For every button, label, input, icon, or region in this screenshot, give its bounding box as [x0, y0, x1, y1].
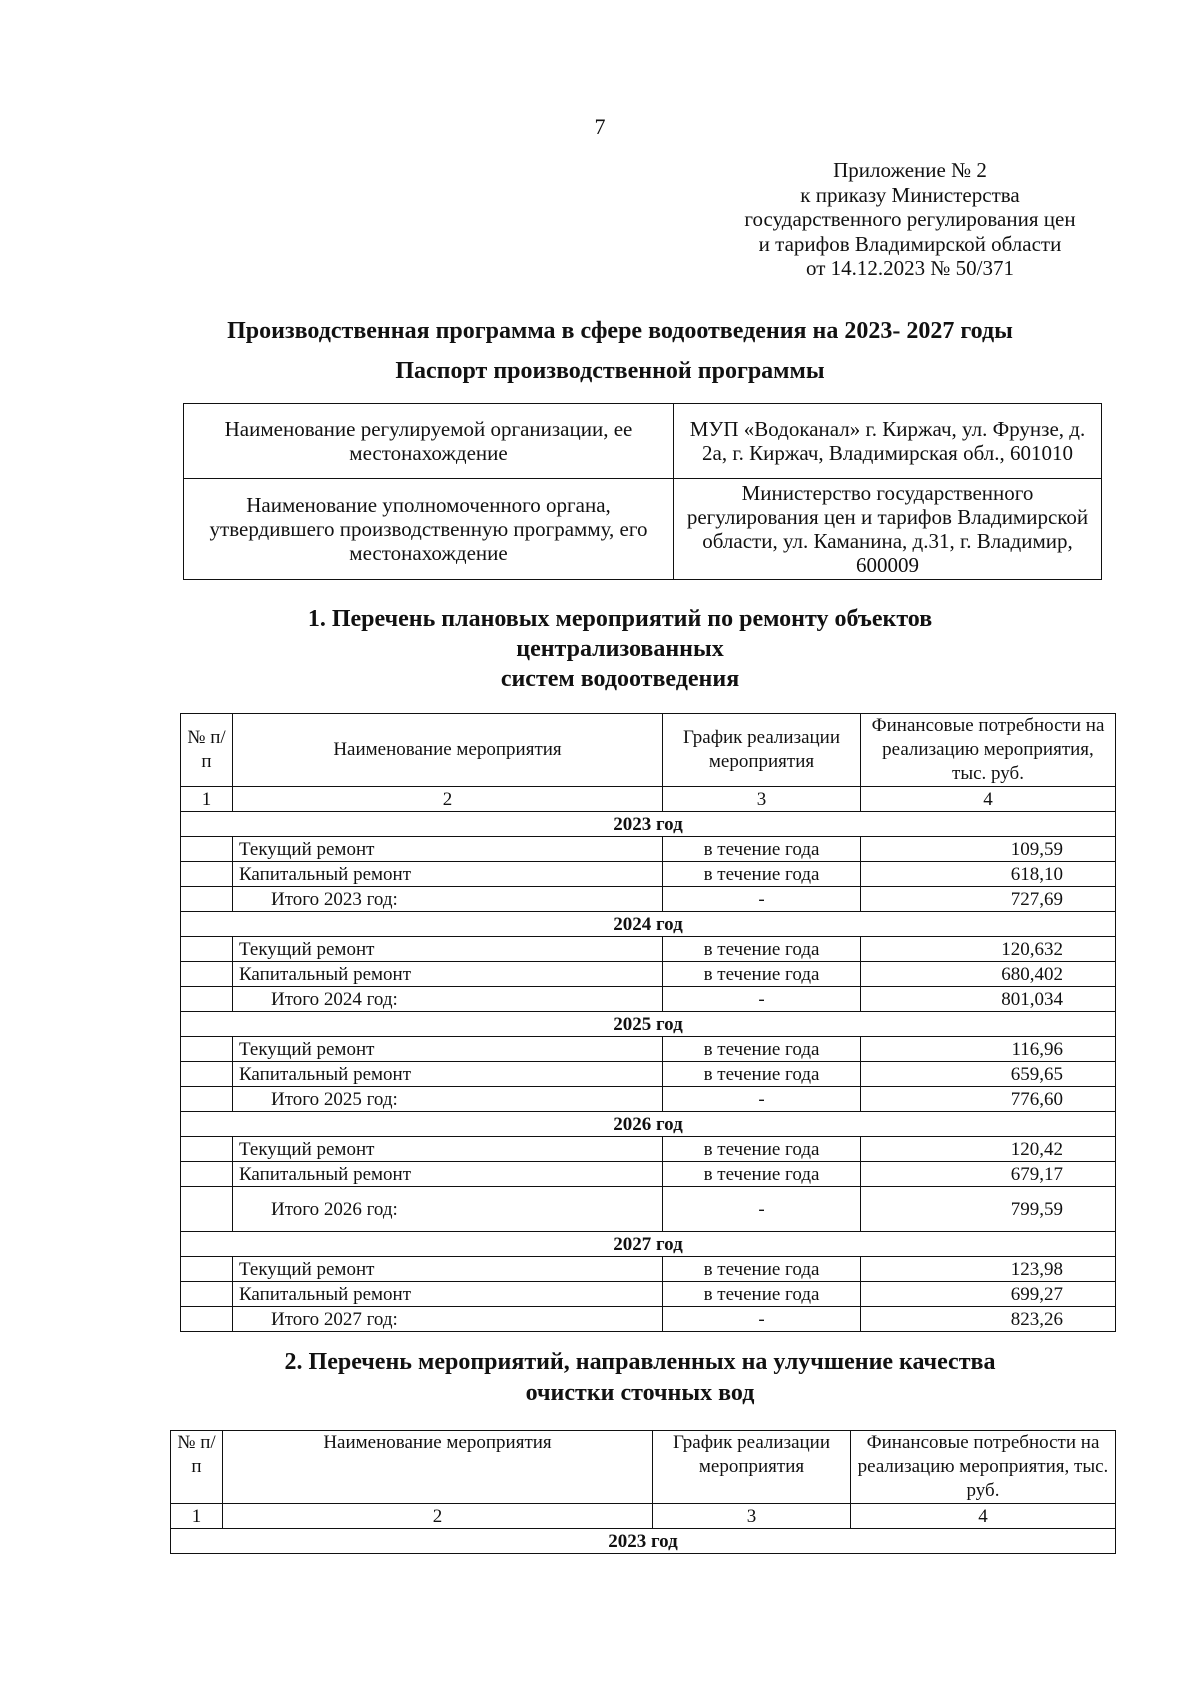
row-num: [181, 937, 233, 962]
activity-value: 699,27: [861, 1282, 1116, 1307]
table-row: [181, 1257, 1116, 1282]
activity-name: Капитальный ремонт: [233, 1282, 663, 1307]
row-num: [181, 1087, 233, 1112]
activity-schedule: в течение года: [663, 1162, 861, 1187]
total-label: Итого 2026 год:: [233, 1187, 663, 1232]
year-label: 2025 год: [181, 1012, 1116, 1037]
total-value: 727,69: [861, 887, 1116, 912]
column-number: 3: [653, 1504, 851, 1529]
column-number: 1: [171, 1504, 223, 1529]
table-row: [181, 1037, 1116, 1062]
column-number: 3: [663, 787, 861, 812]
passport-row: [184, 404, 1102, 479]
total-schedule: -: [663, 887, 861, 912]
activity-value: 123,98: [861, 1257, 1116, 1282]
activity-name: Капитальный ремонт: [233, 962, 663, 987]
passport-value: Министерство государственного регулирования цен и тарифов Владимирской области, ул. Каманина, д.31, г. Владимир, 600009: [674, 479, 1102, 580]
activity-name: Текущий ремонт: [233, 1257, 663, 1282]
activity-value: 116,96: [861, 1037, 1116, 1062]
table-row: [181, 1062, 1116, 1087]
activity-schedule: в течение года: [663, 1282, 861, 1307]
year-label: 2023 год: [171, 1529, 1116, 1554]
total-label: Итого 2024 год:: [233, 987, 663, 1012]
appendix-block: [700, 158, 1120, 281]
header-schedule: График реализации мероприятия: [653, 1431, 851, 1504]
row-num: [181, 1282, 233, 1307]
total-row: [181, 1187, 1116, 1232]
table-row: [181, 837, 1116, 862]
repair-plan-table: [180, 713, 1116, 1332]
section1-title-line: 1. Перечень плановых мероприятий по ремонту объектов: [307, 606, 933, 632]
year-row: [181, 812, 1116, 837]
section2-title: [60, 1347, 1200, 1409]
row-num: [181, 1137, 233, 1162]
activity-name: Текущий ремонт: [233, 837, 663, 862]
activity-value: 120,42: [861, 1137, 1116, 1162]
main-title: Производственная программа в сфере водоотведения на 2023- 2027 годы: [227, 318, 1013, 344]
total-row: [181, 987, 1116, 1012]
activity-value: 659,65: [861, 1062, 1116, 1087]
row-num: [181, 1257, 233, 1282]
year-row: [181, 912, 1116, 937]
passport-row: [184, 479, 1102, 580]
activity-value: 109,59: [861, 837, 1116, 862]
total-value: 801,034: [861, 987, 1116, 1012]
year-row: [171, 1529, 1116, 1554]
column-number: 2: [223, 1504, 653, 1529]
activity-name: Капитальный ремонт: [233, 1162, 663, 1187]
passport-label: Наименование регулируемой организации, ее местонахождение: [184, 404, 674, 479]
header-num: № п/п: [171, 1431, 223, 1504]
appendix-line: государственного регулирования цен: [744, 207, 1076, 231]
section2-title-line: 2. Перечень мероприятий, направленных на улучшение качества: [284, 1349, 996, 1375]
section1-title-line: систем водоотведения: [500, 666, 740, 692]
total-row: [181, 1307, 1116, 1332]
table-row: [181, 862, 1116, 887]
total-schedule: -: [663, 1307, 861, 1332]
activity-schedule: в течение года: [663, 1062, 861, 1087]
activity-value: 679,17: [861, 1162, 1116, 1187]
year-row: [181, 1012, 1116, 1037]
activity-name: Текущий ремонт: [233, 1137, 663, 1162]
total-label: Итого 2027 год:: [233, 1307, 663, 1332]
row-num: [181, 837, 233, 862]
passport-value: МУП «Водоканал» г. Киржач, ул. Фрунзе, д. 2а, г. Киржач, Владимирская обл., 601010: [674, 404, 1102, 479]
header-finance: Финансовые потребности на реализацию мероприятия, тыс. руб.: [851, 1431, 1116, 1504]
year-label: 2026 год: [181, 1112, 1116, 1137]
row-num: [181, 1062, 233, 1087]
table-row: [181, 937, 1116, 962]
header-name: Наименование мероприятия: [233, 714, 663, 787]
table-row: [181, 1137, 1116, 1162]
column-number-row: [171, 1504, 1116, 1529]
total-value: 799,59: [861, 1187, 1116, 1232]
year-label: 2023 год: [181, 812, 1116, 837]
table-row: [181, 1282, 1116, 1307]
activity-schedule: в течение года: [663, 837, 861, 862]
header-finance: Финансовые потребности на реализацию мероприятия, тыс. руб.: [861, 714, 1116, 787]
table-header-row: [171, 1431, 1116, 1504]
activity-schedule: в течение года: [663, 1037, 861, 1062]
activity-name: Текущий ремонт: [233, 937, 663, 962]
header-schedule: График реализации мероприятия: [663, 714, 861, 787]
total-value: 776,60: [861, 1087, 1116, 1112]
activity-schedule: в течение года: [663, 862, 861, 887]
activity-name: Капитальный ремонт: [233, 862, 663, 887]
total-schedule: -: [663, 1087, 861, 1112]
row-num: [181, 1162, 233, 1187]
row-num: [181, 1187, 233, 1232]
passport-table: [183, 403, 1102, 580]
table-row: [181, 1162, 1116, 1187]
activity-name: Текущий ремонт: [233, 1037, 663, 1062]
total-row: [181, 887, 1116, 912]
row-num: [181, 862, 233, 887]
header-num: № п/п: [181, 714, 233, 787]
year-row: [181, 1232, 1116, 1257]
section1-title: [40, 604, 1200, 694]
quality-improvement-table: [170, 1430, 1116, 1554]
column-number: 1: [181, 787, 233, 812]
table-header-row: [181, 714, 1116, 787]
passport-title: Паспорт производственной программы: [395, 358, 825, 384]
activity-schedule: в течение года: [663, 1257, 861, 1282]
total-label: Итого 2025 год:: [233, 1087, 663, 1112]
column-number: 4: [851, 1504, 1116, 1529]
row-num: [181, 987, 233, 1012]
year-label: 2024 год: [181, 912, 1116, 937]
column-number: 4: [861, 787, 1116, 812]
section1-title-line: централизованных: [516, 636, 724, 662]
activity-schedule: в течение года: [663, 937, 861, 962]
row-num: [181, 1307, 233, 1332]
year-row: [181, 1112, 1116, 1137]
row-num: [181, 887, 233, 912]
activity-schedule: в течение года: [663, 962, 861, 987]
row-num: [181, 962, 233, 987]
appendix-line: к приказу Министерства: [800, 182, 1020, 207]
activity-name: Капитальный ремонт: [233, 1062, 663, 1087]
header-name: Наименование мероприятия: [223, 1431, 653, 1504]
appendix-line: и тарифов Владимирской области: [758, 231, 1062, 256]
year-label: 2027 год: [181, 1232, 1116, 1257]
appendix-line: от 14.12.2023 № 50/371: [805, 256, 1015, 280]
activity-value: 680,402: [861, 962, 1116, 987]
passport-label: Наименование уполномоченного органа, утвердившего производственную программу, его местонахождение: [184, 479, 674, 580]
section2-title-line: очистки сточных вод: [525, 1380, 755, 1406]
total-schedule: -: [663, 987, 861, 1012]
row-num: [181, 1037, 233, 1062]
column-number-row: [181, 787, 1116, 812]
column-number: 2: [233, 787, 663, 812]
activity-value: 120,632: [861, 937, 1116, 962]
activity-schedule: в течение года: [663, 1137, 861, 1162]
total-value: 823,26: [861, 1307, 1116, 1332]
page-number: 7: [594, 114, 606, 139]
total-row: [181, 1087, 1116, 1112]
total-label: Итого 2023 год:: [233, 887, 663, 912]
total-schedule: -: [663, 1187, 861, 1232]
table-row: [181, 962, 1116, 987]
activity-value: 618,10: [861, 862, 1116, 887]
appendix-line: Приложение № 2: [833, 158, 987, 182]
